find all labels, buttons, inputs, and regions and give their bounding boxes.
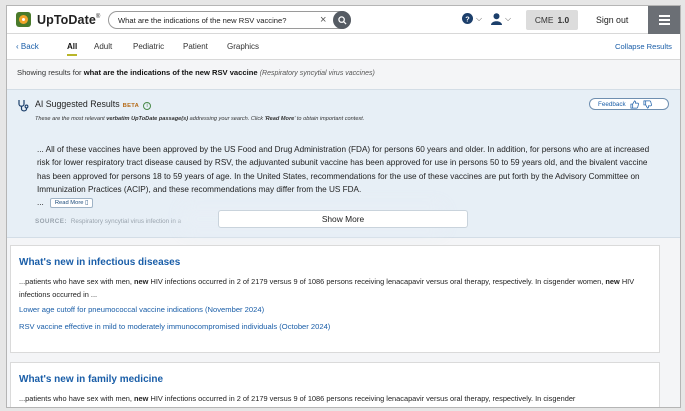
snippet-text: HIV infections occurred in ... (19, 277, 635, 299)
feedback-button[interactable] (589, 98, 669, 110)
user-icon (491, 13, 502, 25)
back-link[interactable] (16, 42, 39, 51)
menu-line (659, 15, 670, 17)
thumbs-down-icon[interactable] (643, 100, 652, 109)
ai-subtitle (35, 116, 364, 122)
tab-graphics[interactable]: Graphics (227, 42, 260, 51)
cme-value: 1.0 (557, 15, 570, 25)
collapse-results-link[interactable]: Collapse Results (615, 42, 672, 51)
chevron-down-icon: ⌵ (505, 14, 512, 23)
hamburger-menu-button[interactable] (648, 6, 680, 34)
svg-text:?: ? (465, 14, 470, 24)
chevron-left-icon: ‹ (16, 42, 19, 51)
source-label: SOURCE: (35, 218, 67, 225)
ai-passage (37, 143, 651, 209)
showing-prefix: Showing results for (17, 68, 82, 77)
search-button[interactable] (333, 11, 351, 29)
snippet-highlight: new (134, 394, 149, 403)
sign-out-link[interactable]: Sign out (596, 15, 629, 25)
top-header (7, 6, 680, 34)
ai-passage-text: ... All of these vaccines have been approved by the US Food and Drug Administration (FDA) for persons 60 years and older. In addition, for persons who are at increased risk for lower respiratory tract disease caused by RSV, the adjuvanted subunit vaccine has been approved for use in persons 50 to 59 years old, and the bivalent vaccine has been approved for persons 18 to 59 years of age. In the United States, recommendations for the use of these vaccines are put forth by the Advisory Committee on Immunization Practices (ACIP), and these recommendations may differ from the US FDA. (37, 145, 650, 194)
ai-sub-bold: verbatim UpToDate passage(s) (106, 116, 189, 122)
menu-line (659, 23, 670, 25)
document-icon: ▯ (85, 200, 89, 207)
result-title[interactable]: What's new in infectious diseases (19, 257, 181, 268)
ai-title (35, 99, 151, 110)
ai-ellipsis: ... (37, 198, 44, 208)
user-menu[interactable] (491, 13, 511, 25)
showing-query: what are the indications of the new RSV vaccine (83, 68, 258, 77)
result-sublink[interactable]: RSV vaccine effective in mild to moderately immunocompromised individuals (October 2024) (19, 322, 331, 331)
cme-button[interactable] (526, 10, 578, 30)
result-card (10, 245, 660, 353)
source-text[interactable]: Respiratory syncytial virus infection in a (70, 218, 182, 225)
app-window (6, 5, 681, 408)
show-more-button[interactable]: Show More (218, 210, 468, 228)
source-line (35, 218, 181, 225)
tab-patient[interactable]: Patient (183, 42, 208, 51)
read-more-button[interactable] (50, 198, 94, 208)
ai-suggested-results-panel (7, 89, 680, 238)
read-more-label: Read More (54, 200, 84, 207)
result-card (10, 362, 660, 408)
chevron-down-icon: ⌵ (476, 13, 483, 23)
search-icon (338, 16, 347, 25)
result-sublink[interactable]: Lower age cutoff for pneumococcal vaccine indications (November 2024) (19, 305, 265, 314)
snippet-text: HIV infections occurred in 2 of 2179 versus 9 of 1086 persons receiving lenacapavir versus oral therapy, respectively. In cisgender (150, 394, 576, 403)
result-snippet (19, 276, 639, 301)
info-icon[interactable]: i (143, 102, 151, 110)
active-tab-indicator (67, 54, 77, 56)
search-input[interactable] (118, 13, 318, 28)
logo-icon (16, 12, 31, 27)
back-label: Back (20, 42, 39, 51)
snippet-highlight: new (134, 277, 149, 286)
clear-search-icon[interactable]: × (320, 14, 327, 26)
ai-sub-text: ' to obtain important context. (294, 116, 365, 122)
thumbs-up-icon[interactable] (630, 100, 639, 109)
snippet-text: HIV infections occurred in 2 of 2179 versus 9 of 1086 persons receiving lenacapavir versus oral therapy, respectively. In cisgender women, (150, 277, 604, 286)
ai-title-text: AI Suggested Results (35, 99, 120, 109)
feedback-label: Feedback (598, 100, 626, 108)
uptodate-logo[interactable] (16, 12, 100, 27)
tab-adult[interactable]: Adult (94, 42, 113, 51)
search-box (108, 11, 351, 29)
menu-line (659, 19, 670, 21)
snippet-highlight: new (605, 277, 620, 286)
ai-sub-text: addressing your search. Click ' (189, 116, 266, 122)
help-icon (462, 13, 473, 24)
showing-expansion: (Respiratory syncytial virus vaccines) (259, 70, 375, 77)
cme-label: CME (534, 15, 554, 25)
filter-tabs (7, 34, 680, 60)
tab-all[interactable]: All (67, 42, 78, 51)
results-summary (17, 68, 375, 77)
snippet-text: ...patients who have sex with men, (19, 394, 132, 403)
result-snippet (19, 393, 639, 406)
logo-text: UpToDate® (37, 12, 101, 27)
ai-sub-bold: Read More (265, 116, 295, 122)
help-menu[interactable] (462, 13, 482, 24)
tab-pediatric[interactable]: Pediatric (133, 42, 165, 51)
result-title[interactable]: What's new in family medicine (19, 374, 164, 385)
snippet-text: ...patients who have sex with men, (19, 277, 132, 286)
stethoscope-icon (17, 99, 30, 113)
beta-badge: BETA (122, 103, 140, 109)
ai-sub-text: These are the most relevant (35, 116, 105, 122)
